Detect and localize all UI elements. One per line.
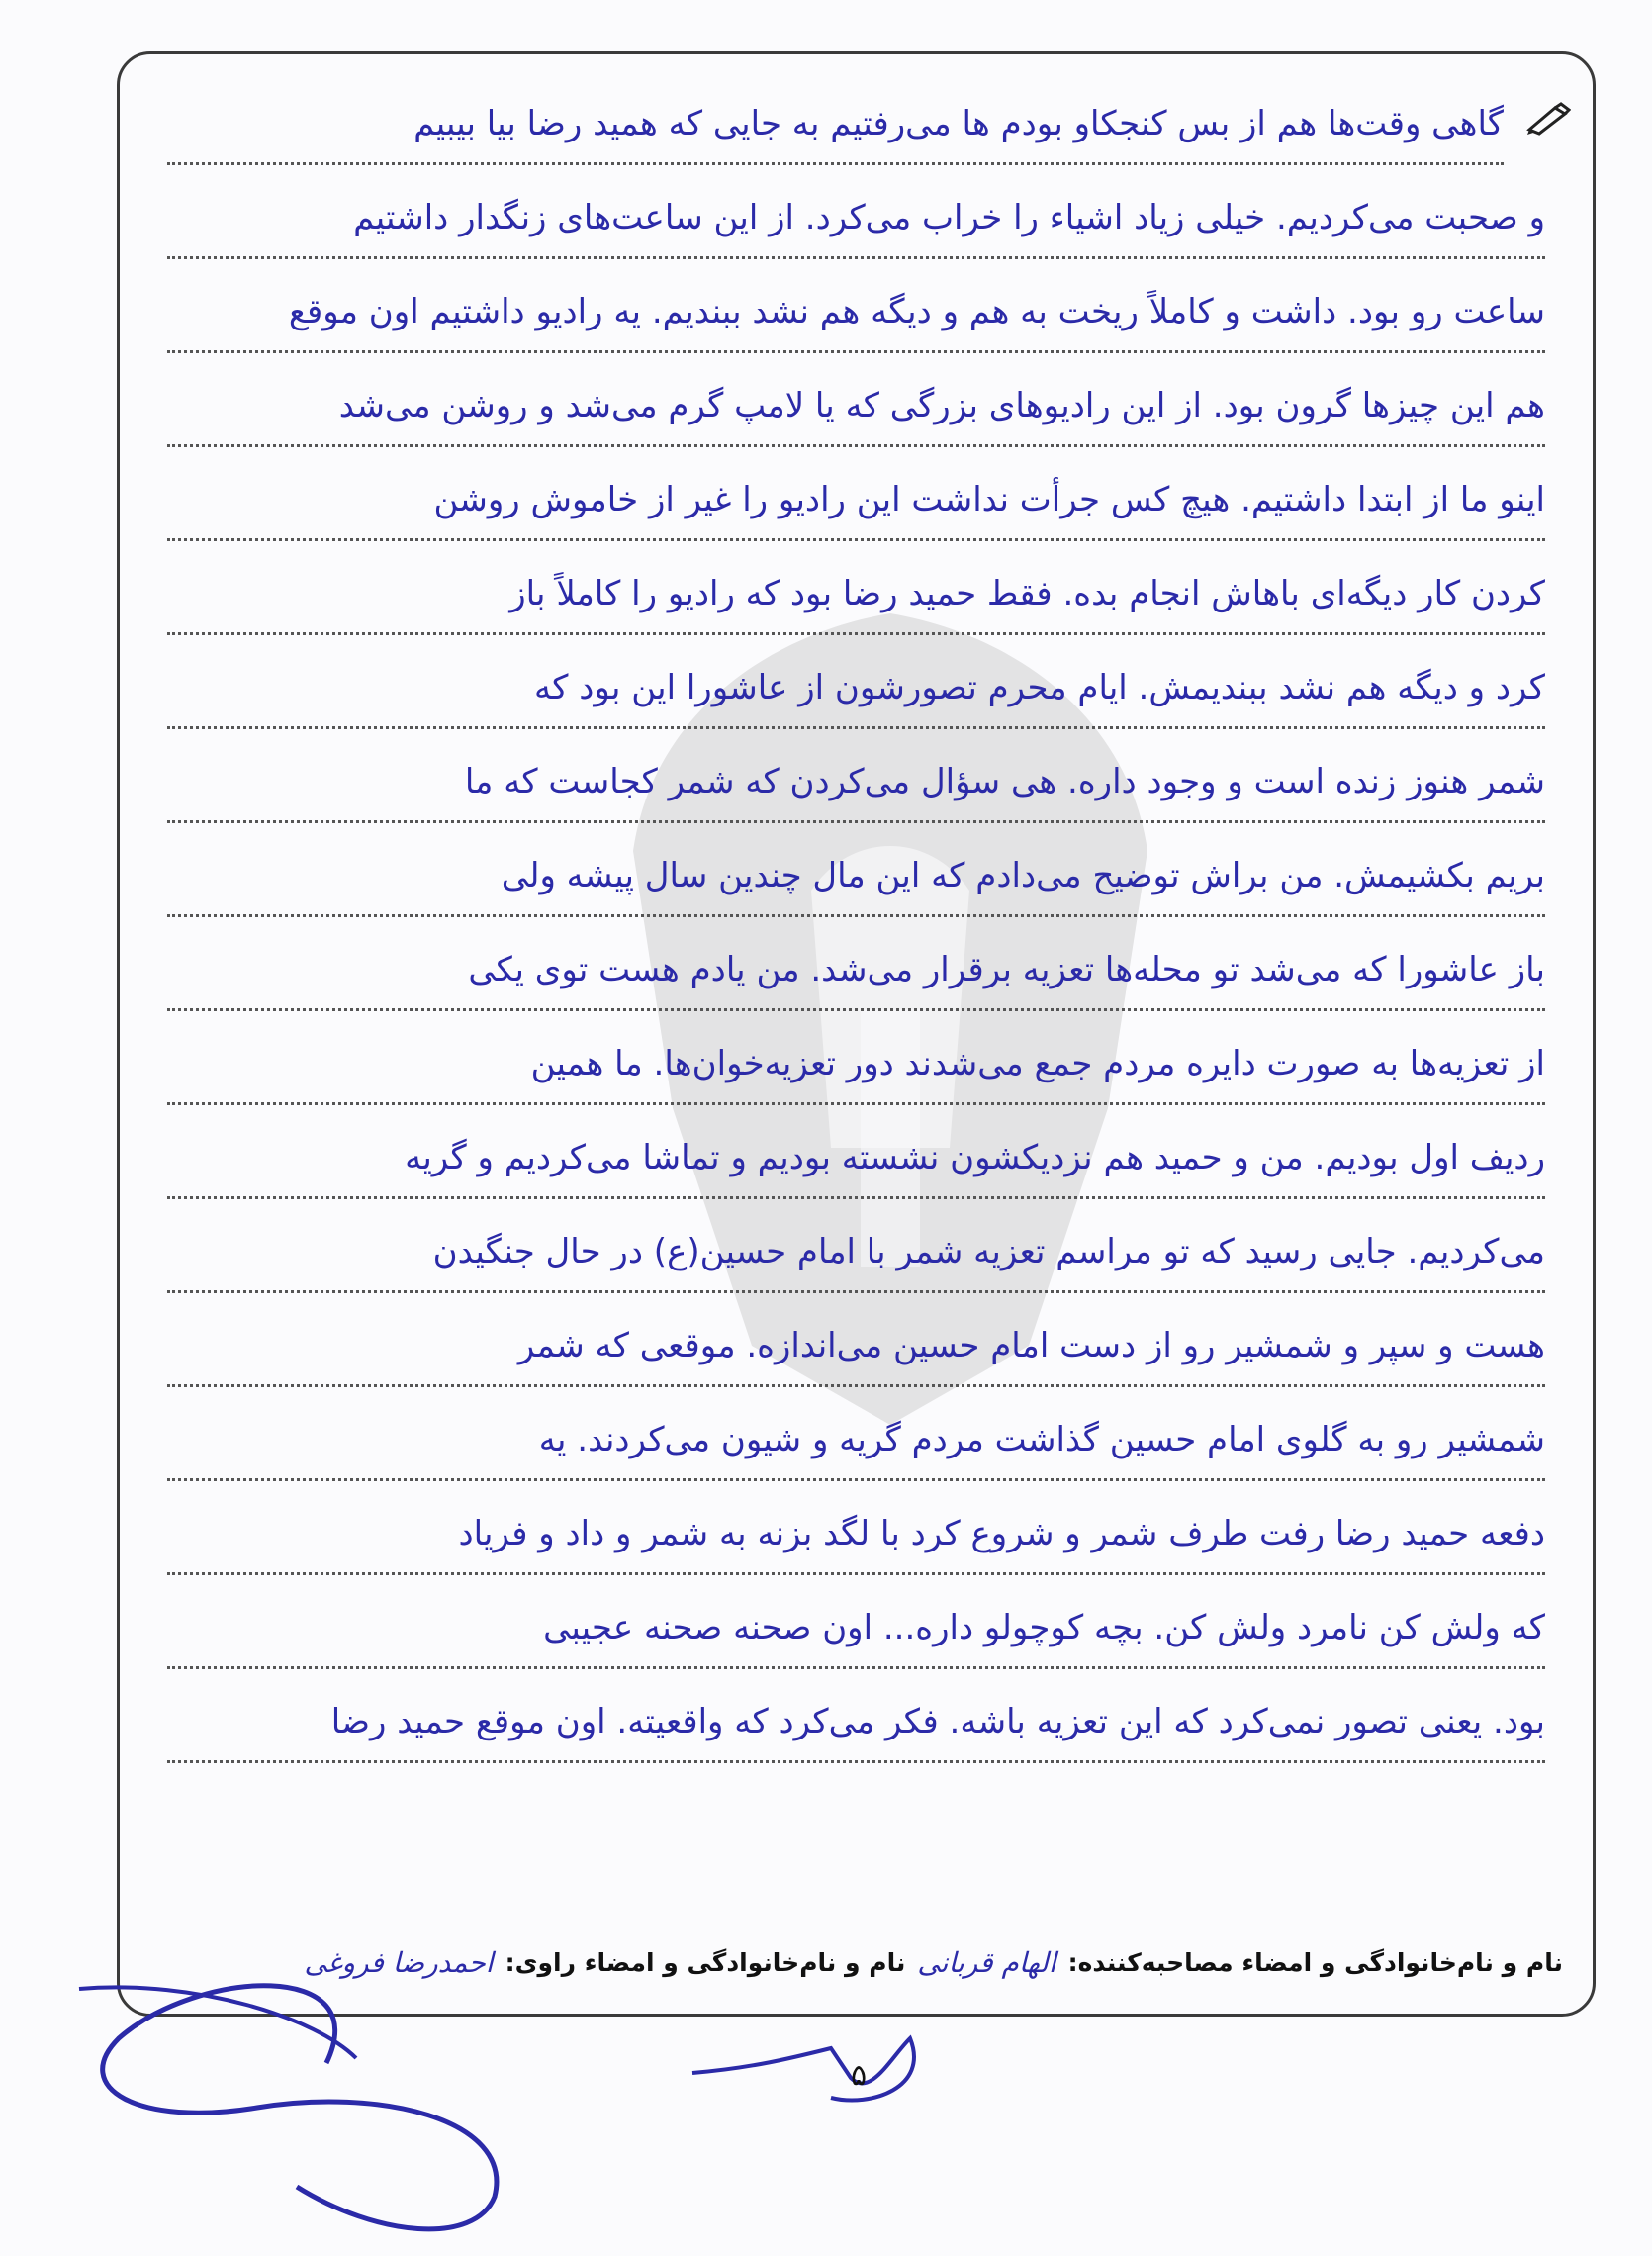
handwritten-line: می‌کردیم. جایی رسید که تو مراسم تعزیه شمر با امام حسین(ع) در حال جنگیدن bbox=[167, 1222, 1545, 1311]
handwritten-line: هم این چیزها گرون بود. از این رادیوهای بزرگی که یا لامپ گرم می‌شد و روشن می‌شد bbox=[167, 376, 1545, 465]
page-frame bbox=[117, 51, 1596, 2017]
handwritten-line: اینو ما از ابتدا داشتیم. هیچ کس جرأت نداشت این رادیو را غیر از خاموش روشن bbox=[167, 470, 1545, 559]
handwritten-text-area bbox=[120, 54, 1593, 2014]
handwritten-line: گاهی وقت‌ها هم از بس کنجکاو بودم ها می‌رفتیم به جایی که همید رضا بیا بیبیم bbox=[167, 94, 1504, 183]
handwritten-line: دفعه حمید رضا رفت طرف شمر و شروع کرد با لگد بزنه به شمر و داد و فریاد bbox=[167, 1504, 1545, 1593]
handwritten-line: ردیف اول بودیم. من و حمید هم نزدیکشون نشسته بودیم و تماشا می‌کردیم و گریه bbox=[167, 1128, 1545, 1217]
handwritten-line: شمر هنوز زنده است و وجود داره. هی سؤال می‌کردن که شمر کجاست که ما bbox=[167, 752, 1545, 841]
interviewer-label: نام و نام‌خانوادگی و امضاء مصاحبه‌کننده: bbox=[1067, 1947, 1563, 1977]
handwritten-line: که ولش کن نامرد ولش کن. بچه کوچولو داره... اون صحنه صحنه عجیبی bbox=[167, 1598, 1545, 1687]
handwritten-line: باز عاشورا که می‌شد تو محله‌ها تعزیه برقرار می‌شد. من یادم هست توی یکی bbox=[167, 940, 1545, 1029]
page-number: ۵ bbox=[851, 2058, 868, 2093]
handwritten-line: شمشیر رو به گلوی امام حسین گذاشت مردم گریه و شیون می‌کردند. یه bbox=[167, 1410, 1545, 1499]
handwritten-line: بود. یعنی تصور نمی‌کرد که این تعزیه باشه. فکر می‌کرد که واقعیته. اون موقع حمید رضا bbox=[167, 1692, 1545, 1781]
signature-footer bbox=[149, 1932, 1563, 1992]
handwritten-line: ساعت رو بود. داشت و کاملاً ریخت به هم و دیگه هم نشد ببندیم. یه رادیو داشتیم اون موقع bbox=[167, 282, 1545, 371]
interviewer-name: الهام قربانی bbox=[917, 1945, 1056, 1979]
handwritten-line: کردن کار دیگه‌ای باهاش انجام بده. فقط حمید رضا بود که رادیو را کاملاً باز bbox=[167, 564, 1545, 653]
narrator-label: نام و نام‌خانوادگی و امضاء راوی: bbox=[505, 1947, 906, 1977]
handwritten-line: و صحبت می‌کردیم. خیلی زیاد اشیاء را خراب می‌کرد. از این ساعت‌های زنگدار داشتیم bbox=[167, 188, 1545, 277]
handwritten-line: از تعزیه‌ها به صورت دایره مردم جمع می‌شدند دور تعزیه‌خوان‌ها. ما همین bbox=[167, 1034, 1545, 1123]
handwritten-line: هست و سپر و شمشیر رو از دست امام حسین می‌اندازه. موقعی که شمر bbox=[167, 1316, 1545, 1405]
narrator-name: احمدرضا فروغی bbox=[304, 1945, 494, 1979]
handwritten-line: بریم بکشیمش. من براش توضیح می‌دادم که این مال چندین سال پیشه ولی bbox=[167, 846, 1545, 935]
handwritten-line: کرد و دیگه هم نشد ببندیمش. ایام محرم تصورشون از عاشورا این بود که bbox=[167, 658, 1545, 747]
